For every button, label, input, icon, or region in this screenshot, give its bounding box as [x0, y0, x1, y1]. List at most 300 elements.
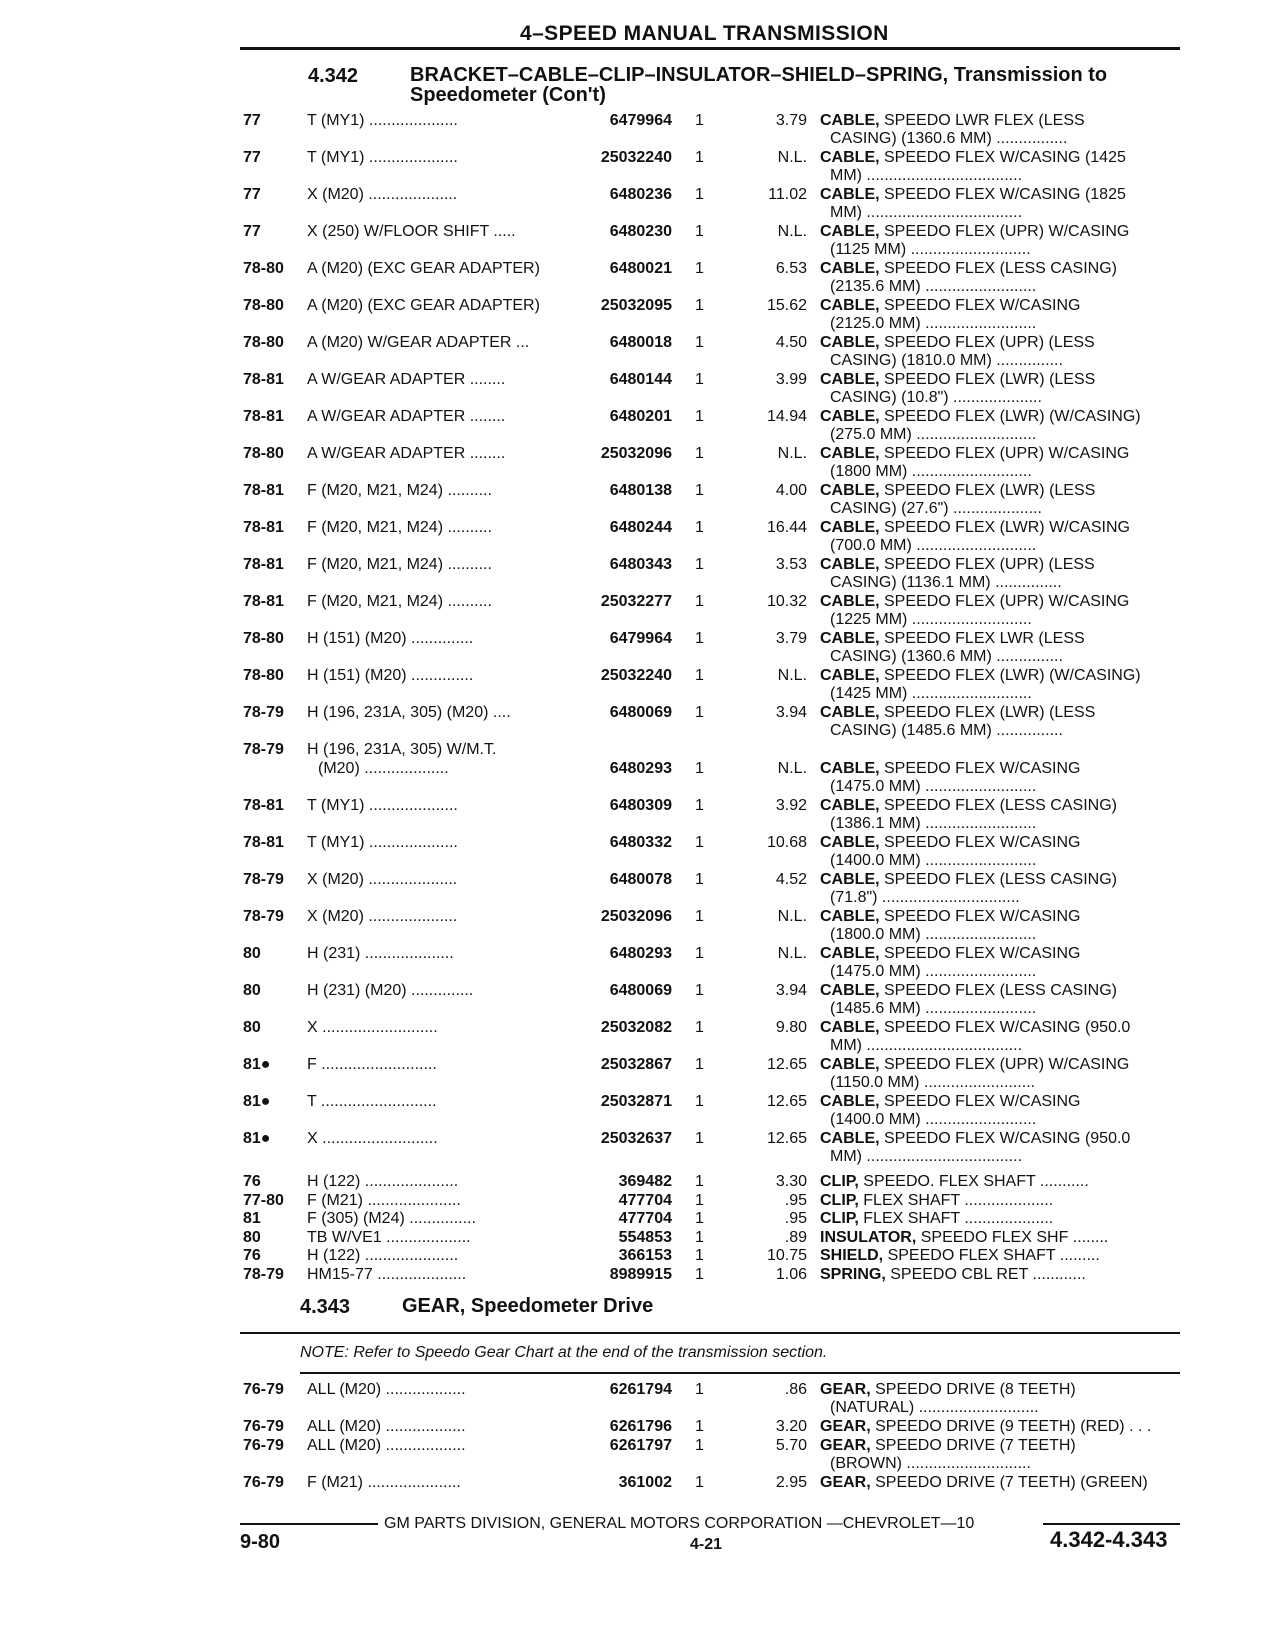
footer-page-number: 4-21: [690, 1536, 723, 1553]
description-line2: (1400.0 MM) .........................: [830, 1111, 1037, 1128]
description-keyword: CABLE,: [820, 408, 880, 425]
description: [820, 1266, 1180, 1284]
description-line2: MM) ...................................: [830, 1037, 1023, 1054]
application: H (122) .....................: [307, 1173, 459, 1190]
description-line2: (1800.0 MM) .........................: [830, 926, 1037, 943]
description-keyword: CABLE,: [820, 519, 880, 536]
description-text: SPEEDO FLEX (UPR) W/CASING: [879, 593, 1130, 610]
description-keyword: INSULATOR,: [820, 1228, 917, 1246]
model-year: 78-81: [243, 519, 284, 536]
footer-rule-right: [1043, 1523, 1180, 1525]
application: F (M20, M21, M24) ..........: [307, 482, 492, 499]
part-number: 6480309: [609, 797, 672, 814]
description-text: SPEEDO FLEX (UPR) W/CASING: [879, 1056, 1130, 1073]
quantity: 1: [695, 1228, 704, 1246]
model-year: 78-81: [243, 408, 284, 425]
model-year: 78-81: [243, 482, 284, 499]
part-number: 6480021: [609, 260, 672, 277]
description-text: SPEEDO FLEX (LESS CASING): [879, 260, 1117, 277]
model-year: 76: [243, 1173, 261, 1190]
part-number: 25032637: [600, 1130, 672, 1147]
description: [820, 1130, 1180, 1166]
description-line2: CASING) (1485.6 MM) ...............: [830, 722, 1063, 739]
description-line2: (1485.6 MM) .........................: [830, 1000, 1037, 1017]
description-line2: (1225 MM) ...........................: [830, 611, 1032, 628]
section-number: 4.342: [308, 65, 359, 87]
application: H (196, 231A, 305) (M20) ....: [307, 704, 511, 721]
part-number: 25032871: [600, 1093, 672, 1110]
description: [820, 1192, 1180, 1210]
description: [820, 982, 1180, 1018]
description-keyword: CLIP,: [820, 1173, 859, 1190]
quantity: 1: [695, 667, 704, 684]
description-line2: (275.0 MM) ...........................: [830, 426, 1037, 443]
part-number: 25032240: [600, 667, 672, 684]
description-keyword: CABLE,: [820, 797, 880, 814]
quantity: 1: [695, 1191, 704, 1209]
quantity: 1: [695, 1130, 704, 1147]
description-line2: (1800 MM) ...........................: [830, 463, 1032, 480]
application: X (M20) ....................: [307, 908, 458, 925]
description-keyword: SPRING,: [820, 1265, 886, 1283]
application: T (MY1) ....................: [307, 797, 458, 814]
price: .89: [784, 1228, 807, 1246]
description: [820, 1247, 1180, 1265]
description-line2: (700.0 MM) ...........................: [830, 537, 1037, 554]
price: 9.80: [775, 1019, 807, 1036]
description-keyword: CABLE,: [820, 112, 880, 129]
application: X ..........................: [307, 1130, 438, 1147]
quantity: 1: [695, 1210, 704, 1227]
quantity: 1: [695, 1418, 704, 1435]
description: [820, 1229, 1180, 1247]
application: F (M20, M21, M24) ..........: [307, 519, 492, 536]
quantity: 1: [695, 186, 704, 203]
price: 6.53: [775, 260, 807, 277]
price: N.L.: [777, 667, 807, 684]
description-text: SPEEDO FLEX W/CASING (950.0: [879, 1130, 1131, 1147]
model-year: 78-79: [243, 871, 284, 888]
description-text: SPEEDO FLEX W/CASING: [879, 760, 1081, 777]
application: H (151) (M20) ..............: [307, 667, 474, 684]
section-title-line2: Speedometer (Con't): [410, 84, 606, 106]
description: [820, 908, 1180, 944]
price: .86: [784, 1381, 807, 1398]
price: N.L.: [777, 445, 807, 462]
application: X (M20) ....................: [307, 186, 458, 203]
description-line2: CASING) (1360.6 MM) ...............: [830, 648, 1063, 665]
description: [820, 408, 1180, 444]
application: F (M20, M21, M24) ..........: [307, 593, 492, 610]
description-keyword: CABLE,: [820, 945, 880, 962]
description-keyword: CABLE,: [820, 704, 880, 721]
quantity: 1: [695, 297, 704, 314]
model-year: 78-79: [243, 908, 284, 925]
description-line2: (2135.6 MM) .........................: [830, 278, 1037, 295]
description-line2: (1400.0 MM) .........................: [830, 852, 1037, 869]
description-line2: CASING) (27.6") ....................: [830, 500, 1042, 517]
description-keyword: CLIP,: [820, 1191, 859, 1209]
price: 15.62: [766, 297, 807, 314]
description-text: SPEEDO FLEX SHF ........: [916, 1228, 1109, 1246]
description-line2: CASING) (10.8") ....................: [830, 389, 1042, 406]
price: 4.00: [775, 482, 807, 499]
price: N.L.: [777, 945, 807, 962]
price: N.L.: [777, 908, 807, 925]
quantity: 1: [695, 834, 704, 851]
description-text: SPEEDO DRIVE (8 TEETH): [870, 1381, 1076, 1398]
price: 10.68: [766, 834, 807, 851]
price: .95: [784, 1210, 807, 1227]
part-number: 6480069: [609, 982, 672, 999]
description-text: SPEEDO FLEX SHAFT .........: [883, 1247, 1100, 1264]
description-keyword: CABLE,: [820, 371, 880, 388]
description-text: SPEEDO FLEX W/CASING: [879, 945, 1081, 962]
quantity: 1: [695, 630, 704, 647]
description-line2: MM) ...................................: [830, 167, 1023, 184]
description-line2: (2125.0 MM) .........................: [830, 315, 1037, 332]
description-keyword: CABLE,: [820, 149, 880, 166]
model-year: 77: [243, 223, 261, 240]
description-text: SPEEDO FLEX W/CASING: [879, 908, 1081, 925]
description-line2: (BROWN) ............................: [830, 1455, 1031, 1472]
footer-rule-left: [240, 1523, 378, 1525]
description-text: SPEEDO DRIVE (7 TEETH) (GREEN): [870, 1474, 1148, 1491]
part-number: 6480244: [609, 519, 672, 536]
model-year: 80: [243, 945, 261, 962]
application: HM15-77 ....................: [307, 1265, 467, 1283]
description-keyword: CABLE,: [820, 593, 880, 610]
part-number: 6480293: [609, 760, 672, 777]
description-text: SPEEDO DRIVE (9 TEETH) (RED) . . .: [870, 1418, 1152, 1435]
description-keyword: CABLE,: [820, 760, 880, 777]
model-year: 80: [243, 982, 261, 999]
description-text: SPEEDO FLEX W/CASING (1825: [879, 186, 1126, 203]
description: [820, 334, 1180, 370]
description: [820, 482, 1180, 518]
application: A W/GEAR ADAPTER ........: [307, 445, 506, 462]
description-line2: (1386.1 MM) .........................: [830, 815, 1037, 832]
application: X (M20) ....................: [307, 871, 458, 888]
application: A W/GEAR ADAPTER ........: [307, 371, 506, 388]
description: [820, 519, 1180, 555]
description-line2: (NATURAL) ...........................: [830, 1399, 1039, 1416]
model-year: 78-81: [243, 593, 284, 610]
price: 3.92: [775, 797, 807, 814]
description: [820, 371, 1180, 407]
description: [820, 445, 1180, 481]
price: 5.70: [775, 1437, 807, 1454]
application: TB W/VE1 ...................: [307, 1228, 471, 1246]
part-number: 6261797: [609, 1437, 672, 1454]
price: N.L.: [777, 223, 807, 240]
description-keyword: CABLE,: [820, 260, 880, 277]
application: ALL (M20) ..................: [307, 1418, 466, 1435]
part-number: 25032096: [600, 445, 672, 462]
price: 3.79: [775, 112, 807, 129]
model-year: 76-79: [243, 1418, 284, 1435]
price: 12.65: [766, 1056, 807, 1073]
model-year: 77-80: [243, 1191, 284, 1209]
description-text: SPEEDO FLEX (LESS CASING): [879, 982, 1117, 999]
note-rule-bottom: [300, 1372, 1180, 1374]
quantity: 1: [695, 334, 704, 351]
quantity: 1: [695, 593, 704, 610]
description-text: SPEEDO FLEX (LWR) W/CASING: [879, 519, 1130, 536]
application: H (122) .....................: [307, 1247, 459, 1264]
quantity: 1: [695, 408, 704, 425]
part-number: 6480230: [609, 223, 672, 240]
description-text: SPEEDO LWR FLEX (LESS: [879, 112, 1085, 129]
description-text: SPEEDO FLEX (LWR) (W/CASING): [879, 408, 1141, 425]
description-text: FLEX SHAFT ....................: [858, 1210, 1054, 1227]
model-year: 77: [243, 149, 261, 166]
description: [820, 1210, 1180, 1228]
description: [820, 834, 1180, 870]
description-keyword: CABLE,: [820, 630, 880, 647]
section-title: [410, 65, 1107, 105]
part-number: 6479964: [609, 630, 672, 647]
description-keyword: GEAR,: [820, 1381, 871, 1398]
part-number: 25032277: [600, 593, 672, 610]
description-text: SPEEDO FLEX W/CASING: [879, 1093, 1081, 1110]
description: [820, 630, 1180, 666]
model-year: 78-80: [243, 334, 284, 351]
application: T (MY1) ....................: [307, 834, 458, 851]
quantity: 1: [695, 556, 704, 573]
part-number: 361002: [618, 1474, 672, 1491]
description-keyword: GEAR,: [820, 1437, 871, 1454]
part-number: 6480138: [609, 482, 672, 499]
description-line2: (1475.0 MM) .........................: [830, 778, 1037, 795]
description-keyword: CABLE,: [820, 834, 880, 851]
model-year: 78-80: [243, 667, 284, 684]
description-text: SPEEDO FLEX (UPR) W/CASING: [879, 445, 1130, 462]
description: [820, 704, 1180, 740]
price: 3.79: [775, 630, 807, 647]
quantity: 1: [695, 260, 704, 277]
description-text: SPEEDO FLEX (LESS CASING): [879, 797, 1117, 814]
description: [820, 1056, 1180, 1092]
part-number: 25032096: [600, 908, 672, 925]
model-year: 78-79: [243, 704, 284, 721]
part-number: 6480201: [609, 408, 672, 425]
part-number: 25032082: [600, 1019, 672, 1036]
model-year: 78-81: [243, 556, 284, 573]
quantity: 1: [695, 704, 704, 721]
note-text: NOTE: Refer to Speedo Gear Chart at the end of the transmission section.: [300, 1344, 828, 1361]
quantity: 1: [695, 1056, 704, 1073]
description-text: SPEEDO FLEX W/CASING: [879, 834, 1081, 851]
quantity: 1: [695, 482, 704, 499]
description-text: SPEEDO FLEX LWR (LESS: [879, 630, 1085, 647]
quantity: 1: [695, 149, 704, 166]
description-line2: CASING) (1810.0 MM) ...............: [830, 352, 1063, 369]
price: 10.75: [766, 1247, 807, 1264]
part-number: 554853: [618, 1228, 672, 1246]
price: 12.65: [766, 1093, 807, 1110]
model-year: 78-80: [243, 630, 284, 647]
description-text: SPEEDO. FLEX SHAFT ...........: [858, 1173, 1089, 1190]
application: F ..........................: [307, 1056, 437, 1073]
price: 16.44: [766, 519, 807, 536]
description: [820, 149, 1180, 185]
description-text: SPEEDO FLEX (LWR) (LESS: [879, 482, 1096, 499]
footer-date: 9-80: [240, 1531, 281, 1553]
description-keyword: CABLE,: [820, 186, 880, 203]
description-text: SPEEDO FLEX (LESS CASING): [879, 871, 1117, 888]
model-year: 81●: [243, 1056, 271, 1073]
model-year: 78-81: [243, 371, 284, 388]
price: .95: [784, 1191, 807, 1209]
description: [820, 112, 1180, 148]
model-year: 76: [243, 1247, 261, 1264]
model-year: 78-79: [243, 1265, 284, 1283]
description-keyword: CABLE,: [820, 297, 880, 314]
quantity: 1: [695, 1093, 704, 1110]
description-keyword: CABLE,: [820, 1019, 880, 1036]
price: 2.95: [775, 1474, 807, 1491]
description-keyword: CABLE,: [820, 1093, 880, 1110]
quantity: 1: [695, 1381, 704, 1398]
price: 3.99: [775, 371, 807, 388]
quantity: 1: [695, 908, 704, 925]
part-number: 477704: [618, 1210, 672, 1227]
description-line2: MM) ...................................: [830, 204, 1023, 221]
description: [820, 945, 1180, 981]
description-keyword: CLIP,: [820, 1210, 859, 1227]
quantity: 1: [695, 760, 704, 777]
application: F (M21) .....................: [307, 1191, 461, 1209]
description: [820, 1093, 1180, 1129]
description-text: SPEEDO FLEX W/CASING (950.0: [879, 1019, 1131, 1036]
part-number: 25032095: [600, 297, 672, 314]
description: [820, 1418, 1180, 1436]
footer-section-range: 4.342-4.343: [1050, 1527, 1168, 1552]
price: 3.30: [775, 1173, 807, 1190]
quantity: 1: [695, 371, 704, 388]
application: T (MY1) ....................: [307, 112, 458, 129]
application: ALL (M20) ..................: [307, 1437, 466, 1454]
price: 10.32: [766, 593, 807, 610]
application: A W/GEAR ADAPTER ........: [307, 408, 506, 425]
quantity: 1: [695, 871, 704, 888]
description-text: SPEEDO FLEX (UPR) (LESS: [879, 334, 1095, 351]
model-year: 78-81: [243, 834, 284, 851]
description: [820, 223, 1180, 259]
description-line2: CASING) (1136.1 MM) ...............: [830, 574, 1062, 591]
model-year: 78-80: [243, 297, 284, 314]
part-number: 366153: [618, 1247, 672, 1264]
part-number: 6480236: [609, 186, 672, 203]
description-text: SPEEDO FLEX W/CASING (1425: [879, 149, 1126, 166]
part-number: 6480069: [609, 704, 672, 721]
price: 3.94: [775, 982, 807, 999]
model-year: 77: [243, 112, 261, 129]
description-keyword: SHIELD,: [820, 1247, 884, 1264]
description-text: SPEEDO CBL RET ............: [885, 1265, 1086, 1283]
description-keyword: GEAR,: [820, 1474, 871, 1491]
part-number: 6480018: [609, 334, 672, 351]
application: H (151) (M20) ..............: [307, 630, 474, 647]
page-header-title: 4–SPEED MANUAL TRANSMISSION: [520, 22, 889, 45]
model-year: 81: [243, 1210, 261, 1227]
part-number: 25032240: [600, 149, 672, 166]
description: [820, 797, 1180, 833]
application: A (M20) (EXC GEAR ADAPTER): [307, 260, 540, 277]
price: 1.06: [775, 1265, 807, 1283]
description: [820, 1173, 1180, 1191]
description-text: SPEEDO FLEX (LWR) (LESS: [879, 704, 1096, 721]
application: T (MY1) ....................: [307, 149, 458, 166]
description-line2: (1425 MM) ...........................: [830, 685, 1032, 702]
application: A (M20) (EXC GEAR ADAPTER): [307, 297, 540, 314]
description-keyword: CABLE,: [820, 667, 880, 684]
section2-title: GEAR, Speedometer Drive: [402, 1295, 654, 1317]
application-line1: H (196, 231A, 305) W/M.T.: [307, 741, 497, 758]
model-year: 77: [243, 186, 261, 203]
application: X (250) W/FLOOR SHIFT .....: [307, 223, 516, 240]
description-keyword: CABLE,: [820, 334, 880, 351]
model-year: 81●: [243, 1130, 271, 1147]
model-year: 78-81: [243, 797, 284, 814]
description-keyword: CABLE,: [820, 556, 880, 573]
price: 3.94: [775, 704, 807, 721]
description-line2: (1150.0 MM) .........................: [830, 1074, 1036, 1091]
description: [820, 297, 1180, 333]
model-year: 81●: [243, 1093, 271, 1110]
price: 3.20: [775, 1418, 807, 1435]
section2-number: 4.343: [300, 1296, 351, 1318]
model-year: 78-80: [243, 445, 284, 462]
price: 4.50: [775, 334, 807, 351]
description-text: SPEEDO FLEX (UPR) (LESS: [879, 556, 1095, 573]
description: [820, 760, 1180, 796]
quantity: 1: [695, 1265, 704, 1283]
application: H (231) (M20) ..............: [307, 982, 474, 999]
price: 11.02: [768, 186, 807, 203]
price: N.L.: [777, 760, 807, 777]
header-rule: [240, 47, 1180, 50]
section-title-line1: BRACKET–CABLE–CLIP–INSULATOR–SHIELD–SPRING, Transmission to: [410, 64, 1108, 86]
description: [820, 556, 1180, 592]
part-number: 369482: [618, 1173, 672, 1190]
quantity: 1: [695, 1173, 704, 1190]
description: [820, 1437, 1180, 1473]
description-keyword: GEAR,: [820, 1418, 871, 1435]
part-number: 6261796: [609, 1418, 672, 1435]
application-line2: (M20) ...................: [318, 760, 449, 777]
quantity: 1: [695, 1437, 704, 1454]
description-keyword: CABLE,: [820, 908, 880, 925]
quantity: 1: [695, 445, 704, 462]
description-text: SPEEDO FLEX (LWR) (W/CASING): [879, 667, 1141, 684]
description-keyword: CABLE,: [820, 223, 880, 240]
quantity: 1: [695, 1247, 704, 1264]
model-year: 80: [243, 1228, 261, 1246]
quantity: 1: [695, 112, 704, 129]
price: N.L.: [777, 149, 807, 166]
model-year: 76-79: [243, 1381, 284, 1398]
description-line2: (71.8") ...............................: [830, 889, 1020, 906]
model-year: 76-79: [243, 1437, 284, 1454]
description-text: SPEEDO FLEX (LWR) (LESS: [879, 371, 1096, 388]
description-line2: (1125 MM) ...........................: [830, 241, 1031, 258]
part-number: 8989915: [609, 1265, 672, 1283]
application: T ..........................: [307, 1093, 437, 1110]
quantity: 1: [695, 519, 704, 536]
price: 14.94: [766, 408, 807, 425]
